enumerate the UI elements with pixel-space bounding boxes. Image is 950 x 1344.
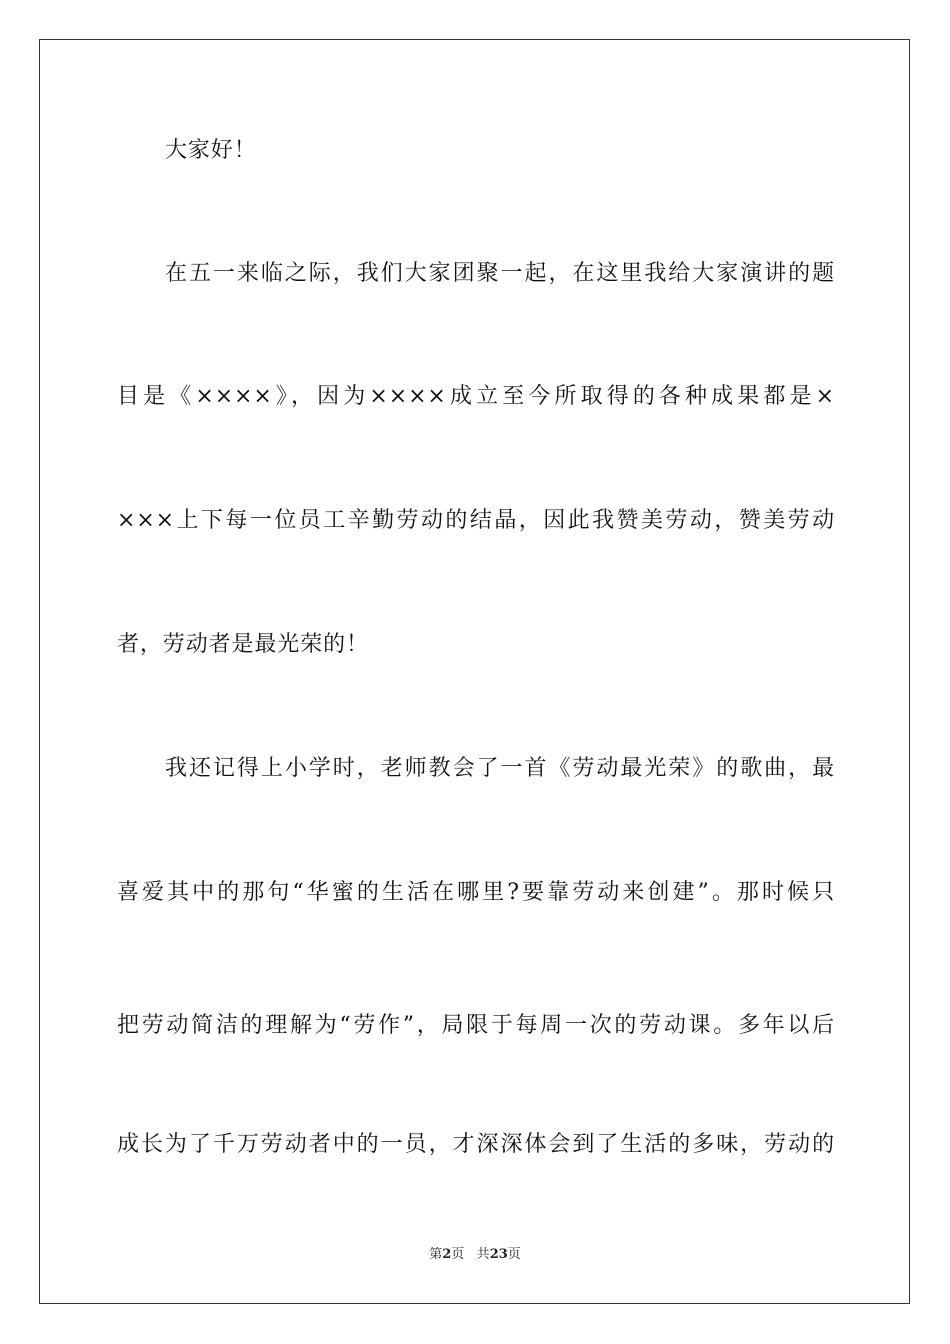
paragraph-1-line-1: 在五一来临之际，我们大家团聚一起，在这里我给大家演讲的题 — [165, 261, 835, 286]
page-border — [39, 39, 910, 1304]
paragraph-1-line-2: 目是《××××》，因为××××成立至今所取得的各种成果都是× — [117, 384, 835, 409]
greeting-line: 大家好！ — [165, 138, 257, 163]
page-number: 2 — [442, 1247, 452, 1262]
page-prefix: 第 — [429, 1247, 443, 1262]
total-prefix: 共 — [476, 1247, 490, 1262]
paragraph-2-line-2: 喜爱其中的那句“华蜜的生活在哪里?要靠劳动来创建”。那时候只 — [117, 880, 835, 905]
total-suffix: 页 — [507, 1247, 521, 1262]
paragraph-2-line-3: 把劳动简洁的理解为“劳作”，局限于每周一次的劳动课。多年以后 — [117, 1013, 835, 1038]
paragraph-1-line-3: ×××上下每一位员工辛勤劳动的结晶，因此我赞美劳动，赞美劳动 — [117, 508, 835, 533]
page-suffix: 页 — [451, 1247, 465, 1262]
paragraph-1-line-4: 者，劳动者是最光荣的！ — [117, 632, 369, 657]
page-footer — [0, 1246, 950, 1264]
paragraph-2-line-1: 我还记得上小学时，老师教会了一首《劳动最光荣》的歌曲，最 — [165, 756, 835, 781]
total-pages: 23 — [489, 1247, 508, 1262]
paragraph-2-line-4: 成长为了千万劳动者中的一员，才深深体会到了生活的多味，劳动的 — [117, 1132, 835, 1157]
